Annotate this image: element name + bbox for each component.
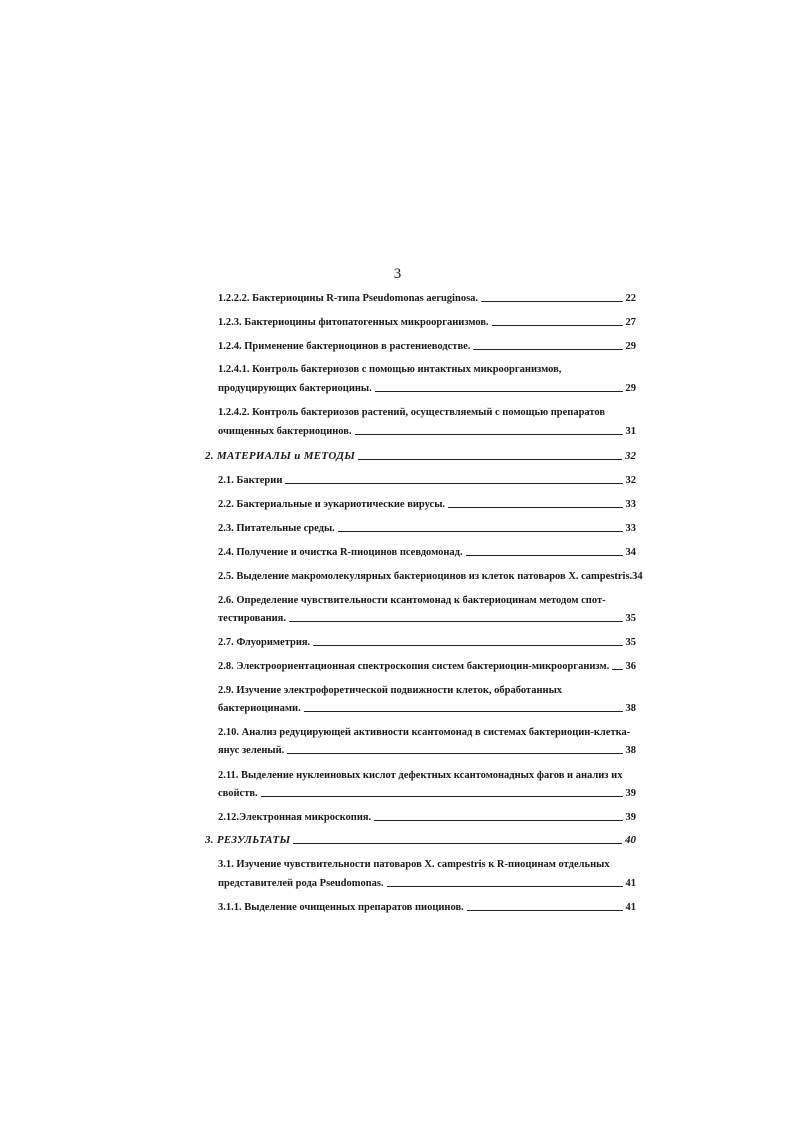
toc-entry-title: 2.3. Питательные среды.: [218, 523, 335, 534]
toc-entry-page: 35: [625, 613, 636, 624]
toc-entry-page: 33: [625, 499, 636, 510]
toc-leader-line: [355, 434, 623, 435]
toc-entry-title: 3.1.1. Выделение очищенных препаратов пиоцинов.: [218, 902, 464, 913]
toc-leader-line: [285, 483, 622, 484]
toc-entry-title: 1.2.2.2. Бактериоцины R-типа Pseudomonas aeruginosa.: [218, 293, 479, 304]
toc-entry: [218, 340, 636, 353]
toc-entry-page: 38: [625, 703, 636, 714]
toc-entry: [218, 877, 636, 890]
toc-leader-line: [375, 391, 623, 392]
toc-entry: [218, 811, 636, 824]
toc-leader-line: [289, 621, 623, 622]
toc-entry-title: 2.7. Флуориметрия.: [218, 637, 311, 648]
toc-entry-page: 36: [625, 661, 636, 672]
toc-entry-page: 33: [625, 523, 636, 534]
toc-entry-page: 32: [625, 475, 636, 486]
toc-entry: [218, 316, 636, 329]
toc-entry-first-line: 2.9. Изучение электрофоретической подвижности клеток, обработанных: [218, 685, 563, 696]
toc-entry: [218, 787, 636, 800]
toc-leader-line: [261, 796, 623, 797]
toc-entry-page: 32: [625, 450, 636, 462]
toc-entry: [218, 744, 636, 757]
toc-entry: [218, 292, 636, 305]
toc-section-entry: [205, 834, 636, 847]
toc-entry-page: 38: [625, 745, 636, 756]
toc-entry: [218, 522, 636, 535]
toc-entry-page: 27: [625, 317, 636, 328]
toc-entry-title: 2.1. Бактерии: [218, 475, 283, 486]
toc-entry-first-line: 2.10. Анализ редуцирующей активности ксантомонад в системах бактериоцин-клетка-: [218, 727, 631, 738]
toc-entry-page: 35: [625, 637, 636, 648]
toc-leader-line: [287, 753, 622, 754]
toc-entry: [218, 901, 636, 914]
toc-leader-line: [387, 886, 623, 887]
toc-entry-title: 2.5. Выделение макромолекулярных бактериоцинов из клеток патоваров X. campestris.34: [218, 571, 643, 582]
toc-entry-page: 40: [625, 834, 636, 846]
toc-entry-page: 34: [625, 547, 636, 558]
toc-leader-line: [304, 711, 623, 712]
toc-entry: [218, 702, 636, 715]
toc-section-title: 2. МАТЕРИАЛЫ и МЕТОДЫ: [205, 450, 356, 462]
toc-entry-page: 29: [625, 383, 636, 394]
toc-entry-title: бактериоцинами.: [218, 703, 301, 714]
toc-entry: [218, 570, 643, 583]
toc-leader-line: [293, 843, 622, 844]
toc-entry-title: тестирования.: [218, 613, 286, 624]
toc-entry-title: 2.2. Бактериальные и эукариотические вирусы.: [218, 499, 446, 510]
toc-entry-title: янус зеленый.: [218, 745, 285, 756]
toc-leader-line: [481, 301, 622, 302]
toc-leader-line: [473, 349, 622, 350]
toc-entry-page: 22: [625, 293, 636, 304]
toc-entry-title: 2.4. Получение и очистка R-пиоцинов псевдомонад.: [218, 547, 463, 558]
toc-leader-line: [448, 507, 622, 508]
toc-leader-line: [612, 669, 622, 670]
toc-entry-first-line: 1.2.4.2. Контроль бактериозов растений, осуществляемый с помощью препаратов: [218, 407, 606, 418]
toc-entry-first-line: 2.6. Определение чувствительности ксантомонад к бактериоцинам методом спот-: [218, 595, 606, 606]
toc-entry-title: 2.12.Электронная микроскопия.: [218, 812, 372, 823]
toc-leader-line: [358, 459, 622, 460]
toc-entry-page: 31: [625, 426, 636, 437]
toc-leader-line: [466, 555, 623, 556]
toc-entry-page: 41: [625, 878, 636, 889]
toc-section-title: 3. РЕЗУЛЬТАТЫ: [205, 834, 291, 846]
toc-leader-line: [313, 645, 622, 646]
toc-entry-title: 2.8. Электроориентационная спектроскопия систем бактериоцин-микроорганизм.: [218, 661, 610, 672]
toc-entry-title: продуцирующих бактериоцины.: [218, 383, 372, 394]
toc-leader-line: [374, 820, 622, 821]
toc-entry-page: 29: [625, 341, 636, 352]
toc-entry-title: представителей рода Pseudomonas.: [218, 878, 384, 889]
toc-entry: [218, 612, 636, 625]
toc-entry-first-line: 1.2.4.1. Контроль бактериозов с помощью интактных микроорганизмов,: [218, 364, 562, 375]
toc-leader-line: [338, 531, 623, 532]
toc-entry: [218, 660, 636, 673]
toc-entry: [218, 498, 636, 511]
toc-entry-title: свойств.: [218, 788, 258, 799]
toc-entry-page: 41: [625, 902, 636, 913]
toc-section-entry: [205, 450, 636, 463]
page-number: 3: [393, 266, 402, 282]
toc-entry-title: очищенных бактериоцинов.: [218, 426, 352, 437]
toc-entry-title: 1.2.4. Применение бактериоцинов в растениеводстве.: [218, 341, 471, 352]
toc-entry-first-line: 2.11. Выделение нуклеиновых кислот дефектных ксантомонадных фагов и анализ их: [218, 770, 623, 781]
toc-entry-page: 39: [625, 812, 636, 823]
toc-entry: [218, 636, 636, 649]
toc-leader-line: [492, 325, 623, 326]
toc-entry-page: 39: [625, 788, 636, 799]
toc-entry-title: 1.2.3. Бактериоцины фитопатогенных микроорганизмов.: [218, 317, 489, 328]
toc-entry: [218, 425, 636, 438]
toc-entry: [218, 474, 636, 487]
toc-entry-first-line: 3.1. Изучение чувствительности патоваров X. campestris к R-пиоцинам отдельных: [218, 859, 610, 870]
toc-entry: [218, 546, 636, 559]
toc-entry: [218, 382, 636, 395]
toc-leader-line: [467, 910, 623, 911]
